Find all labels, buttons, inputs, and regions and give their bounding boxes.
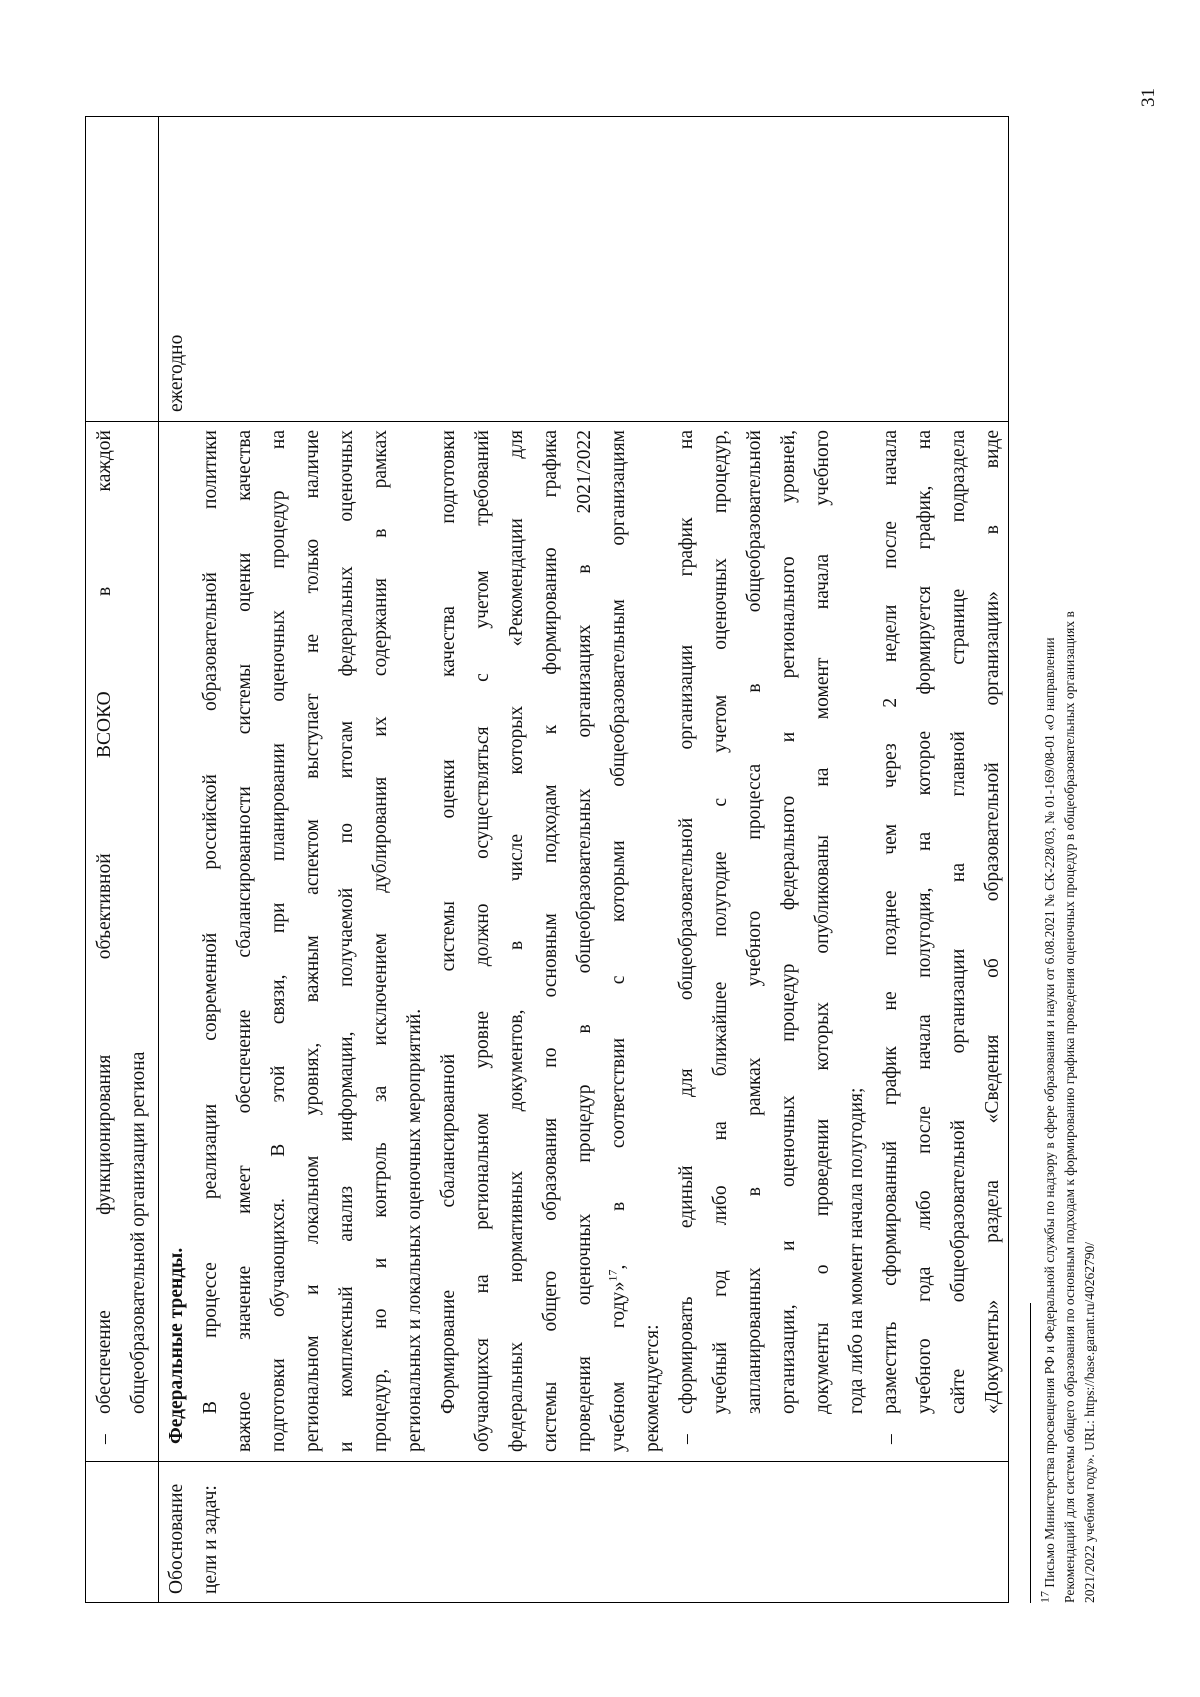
- word: ВСОКО: [94, 691, 115, 759]
- footnote-text: Письмо Министерства просвещения РФ и Федеральной службы по надзору в сфере образования и науки от 6.08.2021 № СК-228/03, № 01-169/08-01 «О направлении: [1042, 637, 1057, 1588]
- text-line: сайте общеобразовательной организации на главной странице подраздела: [948, 430, 969, 1414]
- word: в: [94, 586, 115, 596]
- row2-term: [160, 122, 194, 412]
- footnote: [1037, 103, 1100, 1603]
- text-line: Формирование сбалансированной системы оценки качества подготовки: [438, 430, 459, 1414]
- paragraph-2: [432, 430, 670, 1452]
- text-line: системы общего образования по основным подходам к формированию графика: [540, 430, 561, 1452]
- word: обеспечение: [94, 1310, 115, 1414]
- column-divider-1: [86, 1461, 1008, 1462]
- text-line: разместить сформированный график не позднее чем через 2 недели после начала: [880, 430, 901, 1414]
- row1-content: [88, 430, 156, 1452]
- text-line: процедур, но и контроль за исключением дублирования их содержания в рамках: [370, 430, 391, 1452]
- bullet-2: [874, 430, 1010, 1452]
- paragraph-1: [194, 430, 432, 1452]
- text-line: «Документы» раздела «Сведения об образовательной организации» в виде: [982, 430, 1003, 1414]
- footnote-number: 17: [1037, 1591, 1052, 1603]
- row2-content: [160, 430, 1010, 1452]
- text-line: учебного года либо после начала полугодия, на которое формируется график, на: [914, 430, 935, 1414]
- row-divider: [158, 117, 159, 1602]
- section-heading: Федеральные тренды.: [166, 1247, 187, 1444]
- label-line: цели и задач:: [200, 1485, 221, 1594]
- footnote-line: [1037, 103, 1060, 1603]
- label-line: Обоснование: [166, 1483, 187, 1594]
- row1-line2: общеобразовательной организации региона: [128, 1051, 149, 1414]
- word: функционирования: [94, 1054, 115, 1215]
- column-divider-2: [86, 421, 1008, 422]
- footnote-ref[interactable]: 17: [605, 1269, 620, 1282]
- dash-marker: –: [880, 1434, 901, 1444]
- text-line: федеральных нормативных документов, в числе которых «Рекомендации для: [506, 430, 527, 1452]
- text-line: организации, и оценочных процедур федерального и регионального уровней,: [778, 430, 799, 1414]
- row2-label: [160, 1474, 228, 1594]
- text-fragment: , в соответствии с которыми общеобразовательным организациям: [608, 430, 629, 1270]
- term-value: ежегодно: [166, 334, 187, 412]
- text-line: подготовки обучающихся. В этой связи, при планировании оценочных процедур на: [268, 430, 289, 1452]
- text-line: рекомендуется:: [642, 1324, 663, 1452]
- text-line: документы о проведении которых опубликованы на момент начала учебного: [812, 430, 833, 1414]
- text-line: года либо на момент начала полугодия;: [846, 1087, 867, 1414]
- footnote-line: 2021/2022 учебном году». URL: https://base.garant.ru/40262790/: [1082, 1241, 1097, 1603]
- dash-marker: –: [94, 1434, 115, 1444]
- text-line: сформировать единый для общеобразовательной организации график на: [676, 430, 697, 1414]
- text-line: запланированных в рамках учебного процесса в общеобразовательной: [744, 430, 765, 1414]
- page-number: 31: [1138, 88, 1159, 107]
- word: объективной: [94, 853, 115, 960]
- text-line: проведения оценочных процедур в общеобразовательных организациях в 2021/2022: [574, 430, 595, 1452]
- text-line: региональных и локальных оценочных мероприятий.: [404, 1008, 425, 1452]
- text-line: обучающихся на региональном уровне должно осуществляться с учетом требований: [472, 430, 493, 1452]
- text-line: важное значение имеет обеспечение сбалансированности системы оценки качества: [234, 430, 255, 1452]
- footnote-separator: [1030, 1303, 1031, 1603]
- text-line: В процессе реализации современной российской образовательной политики: [200, 430, 221, 1414]
- text-line-with-footnote: [602, 430, 636, 1452]
- text-line: учебный год либо на ближайшее полугодие с учетом оценочных процедур,: [710, 430, 731, 1414]
- text-fragment: учебном году»: [608, 1281, 629, 1452]
- footnote-line: Рекомендаций для системы общего образования по основным подходам к формированию графика проведения оценочных процедур в общеобразовательных организациях в: [1062, 611, 1077, 1603]
- bullet-1: [670, 430, 874, 1452]
- dash-marker: –: [676, 1434, 697, 1444]
- text-line: региональном и локальном уровнях, важным аспектом выступает не только наличие: [302, 430, 323, 1452]
- text-line: и комплексный анализ информации, получаемой по итогам федеральных оценочных: [336, 430, 357, 1452]
- word: каждой: [94, 430, 115, 492]
- document-table: [85, 116, 1009, 1603]
- row1-line1: [88, 430, 122, 1414]
